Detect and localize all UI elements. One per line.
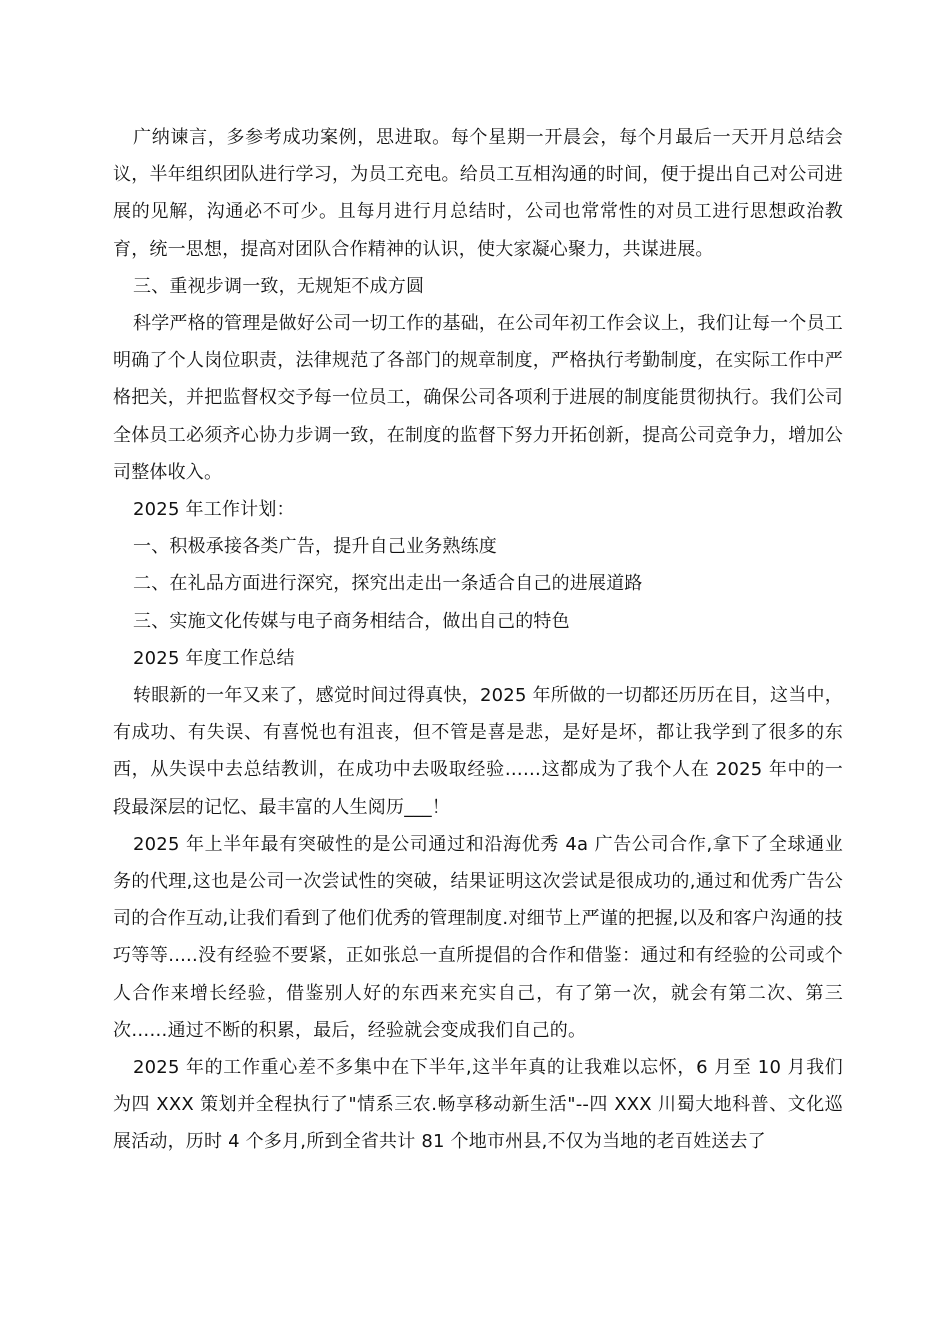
paragraph-year-reflection: 转眼新的一年又来了，感觉时间过得真快，2025 年所做的一切都还历历在目，这当中，有成功、有失误、有喜悦也有沮丧，但不管是喜是悲，是好是坏，都让我学到了很多的东西，从失误中去总结教训，在成功中去吸取经验……这都成为了我个人在 2025 年中的一段最深层的记忆、最丰富的人生阅历___！ (113, 685, 843, 818)
paragraph-second-half: 2025 年的工作重心差不多集中在下半年,这半年真的让我难以忘怀，6 月至 10 月我们为四 XXX 策划并全程执行了"情系三农.畅享移动新生活"--四 XXX 川蜀大地科普、文化巡展活动，历时 4 个多月,所到全省共计 81 个地市州县,不仅为当地的老百姓送去了 (113, 1057, 843, 1153)
work-plan-item-1: 一、积极承接各类广告，提升自己业务熟练度 (133, 536, 497, 558)
document-body (113, 119, 843, 1161)
paragraph-first-half: 2025 年上半年最有突破性的是公司通过和沿海优秀 4a 广告公司合作,拿下了全球通业务的代理,这也是公司一次尝试性的突破，结果证明这次尝试是很成功的,通过和优秀广告公司的合作互动,让我们看到了他们优秀的管理制度.对细节上严谨的把握,以及和客户沟通的技巧等等.....没有经验不要紧，正如张总一直所提倡的合作和借鉴：通过和有经验的公司或个人合作来增长经验，借鉴别人好的东西来充实自己，有了第一次，就会有第二次、第三次……通过不断的积累，最后，经验就会变成我们自己的。 (113, 833, 843, 1041)
work-plan-heading: 2025 年工作计划： (133, 499, 295, 521)
section-heading-discipline: 三、重视步调一致，无规矩不成方圆 (133, 275, 425, 297)
work-plan-item-3: 三、实施文化传媒与电子商务相结合，做出自己的特色 (133, 610, 570, 632)
paragraph-management: 科学严格的管理是做好公司一切工作的基础，在公司年初工作会议上，我们让每一个员工明确了个人岗位职责，法律规范了各部门的规章制度，严格执行考勤制度，在实际工作中严格把关，并把监督权交予每一位员工，确保公司各项利于进展的制度能贯彻执行。我们公司全体员工必须齐心协力步调一致，在制度的监督下努力开拓创新，提高公司竞争力，增加公司整体收入。 (113, 313, 843, 483)
annual-summary-heading: 2025 年度工作总结 (133, 647, 295, 669)
paragraph-team-communication: 广纳谏言，多参考成功案例，思进取。每个星期一开晨会，每个月最后一天开月总结会议，半年组织团队进行学习，为员工充电。给员工互相沟通的时间，便于提出自己对公司进展的见解，沟通必不可少。且每月进行月总结时，公司也常常性的对员工进行思想政治教育，统一思想，提高对团队合作精神的认识，使大家凝心聚力，共谋进展。 (113, 127, 843, 260)
work-plan-item-2: 二、在礼品方面进行深究，探究出走出一条适合自己的进展道路 (133, 573, 643, 595)
